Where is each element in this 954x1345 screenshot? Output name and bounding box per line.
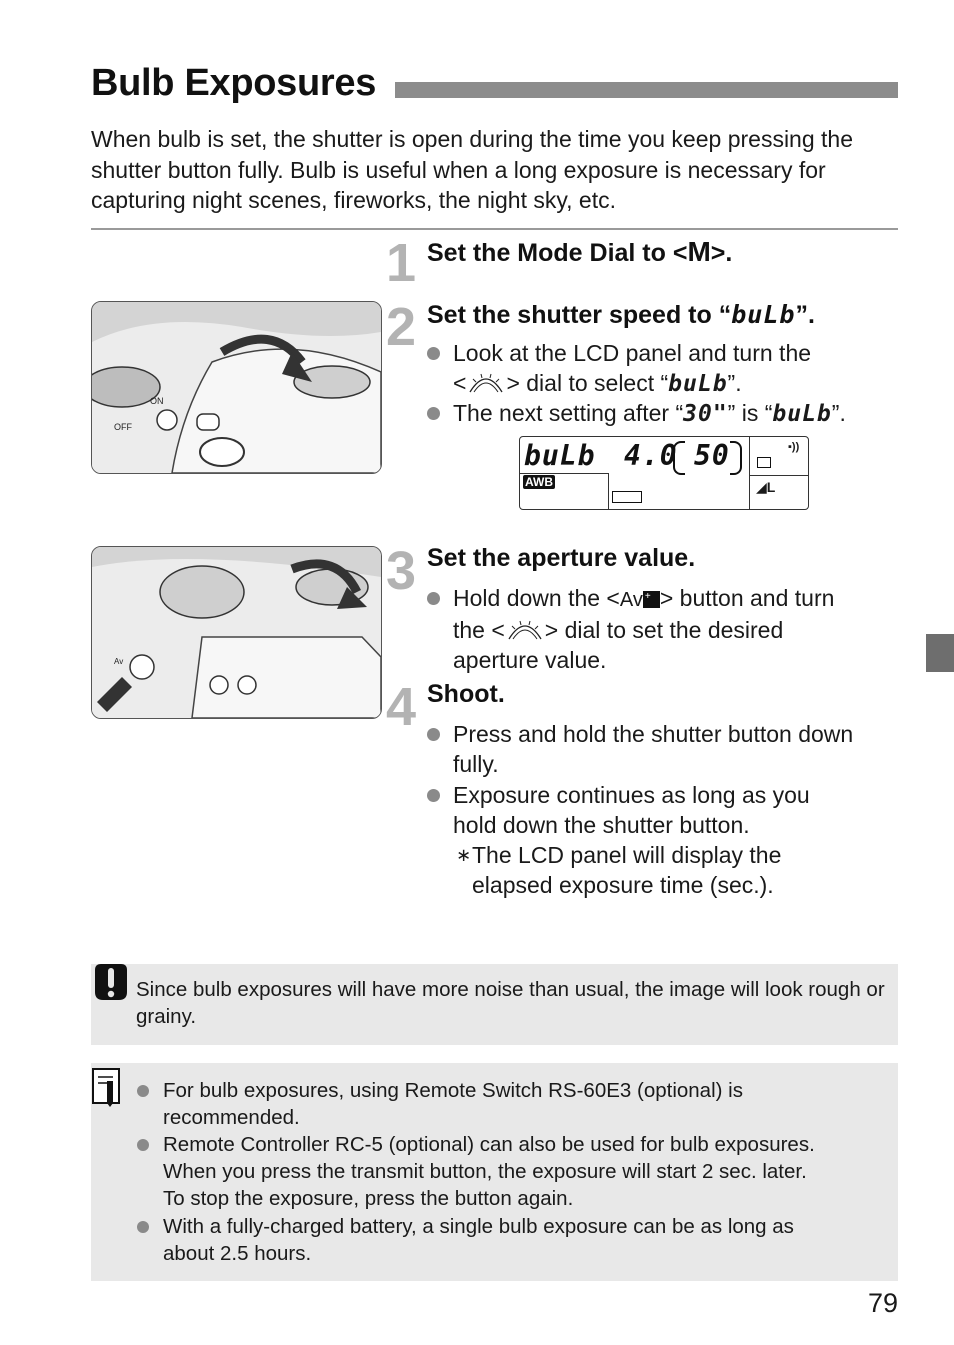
- av-button-icon: Av: [619, 589, 643, 611]
- exposure-compensation-icon: +: [643, 591, 660, 608]
- note-1-line1: For bulb exposures, using Remote Switch RS-60E3 (optional) is: [163, 1079, 743, 1102]
- main-dial-icon: [505, 619, 545, 641]
- mode-m-icon: M: [687, 236, 711, 267]
- title-bar: [395, 82, 898, 98]
- lcd-aperture: 4.0: [624, 439, 678, 472]
- bullet-dot: [137, 1139, 149, 1151]
- step-4-bullet-2-line1: Exposure continues as long as you: [453, 782, 810, 808]
- step-2-number: 2: [386, 297, 415, 357]
- step-3-line3: aperture value.: [453, 647, 607, 673]
- step-2-bullet-2-suffix: ”.: [831, 400, 846, 426]
- note-2-line1: Remote Controller RC-5 (optional) can also be used for bulb exposures.: [163, 1133, 815, 1156]
- step-3-line1-suffix: > button and turn: [659, 585, 835, 611]
- step-2-title: [427, 300, 815, 330]
- title-row: [91, 62, 898, 112]
- bulb-lcd-icon: buLb: [731, 300, 796, 329]
- bullet-dot: [427, 789, 440, 802]
- lcd-shots-remaining: 50: [694, 439, 730, 472]
- bullet-dot: [137, 1085, 149, 1097]
- camera-top-photo: [91, 301, 382, 474]
- bullet-dot: [427, 728, 440, 741]
- step-4-title: Shoot.: [427, 680, 505, 708]
- note-2-line3: To stop the exposure, press the button again.: [163, 1187, 574, 1210]
- note-3-line1: With a fully-charged battery, a single bulb exposure can be as long as: [163, 1215, 794, 1238]
- page-title: Bulb Exposures: [91, 62, 377, 104]
- step-2-bullet-1-open: <: [453, 370, 467, 396]
- lcd-right-divider: [749, 475, 808, 476]
- main-dial-icon: [466, 372, 506, 394]
- lcd-bracket-right: [730, 441, 742, 475]
- camera-back-illustration: [92, 547, 381, 718]
- step-3-title: Set the aperture value.: [427, 544, 696, 572]
- caution-box: [91, 964, 898, 1045]
- step-2-bullet-2-prefix: The next setting after “: [453, 400, 684, 426]
- lcd-shutter: buLb: [524, 439, 596, 472]
- single-shot-icon: [757, 457, 771, 468]
- camera-top-illustration: [92, 302, 381, 473]
- caution-exclamation-icon: [91, 964, 131, 1004]
- step-4-bullet-1-line1: Press and hold the shutter button down: [453, 721, 854, 747]
- step-2-bullet-2-mid: ” is “: [727, 400, 773, 426]
- step-1-number: 1: [386, 233, 415, 293]
- step-2-bullet-1: [427, 338, 897, 399]
- step-3-line2-suffix: > dial to set the desired: [544, 617, 784, 643]
- step-4-number: 4: [386, 677, 415, 737]
- step-2-title-suffix: ”.: [795, 301, 815, 329]
- note-item-2: [137, 1131, 887, 1212]
- caution-text: Since bulb exposures will have more noise than usual, the image will look rough or grainy.: [136, 978, 885, 1028]
- bullet-dot: [427, 407, 440, 420]
- lcd-right-column: [749, 437, 809, 509]
- note-3-line2: about 2.5 hours.: [163, 1242, 312, 1265]
- bullet-dot: [427, 592, 440, 605]
- step-4-bullet-1: [427, 719, 902, 779]
- battery-icon: [612, 491, 642, 503]
- step-4-sub-note-line2: elapsed exposure time (sec.).: [472, 872, 774, 898]
- step-4-sub-note-line1: The LCD panel will display the: [472, 842, 782, 868]
- step-3-number: 3: [386, 541, 415, 601]
- note-2-line2: When you press the transmit button, the exposure will start 2 sec. later.: [163, 1160, 807, 1183]
- step-1-title: [427, 236, 732, 268]
- bulb-lcd-icon: buLb: [772, 401, 832, 427]
- lcd-quality-label: L: [766, 479, 776, 495]
- chapter-side-tab: [926, 634, 954, 672]
- step-2-title-prefix: Set the shutter speed to “: [427, 301, 732, 329]
- step-2-bullet-1-mid: > dial to select “: [506, 370, 669, 396]
- intro-divider: [91, 228, 898, 230]
- lcd-bracket-left: [673, 441, 685, 475]
- step-3-line1-prefix: Hold down the <: [453, 585, 620, 611]
- step-4-bullet-2-line2: hold down the shutter button.: [453, 812, 750, 838]
- bullet-dot: [427, 347, 440, 360]
- step-1-title-prefix: Set the Mode Dial to <: [427, 239, 688, 267]
- asterisk-mark: ∗: [456, 845, 472, 865]
- step-4-bullet-2: [427, 780, 897, 840]
- step-4-sub-note: [456, 840, 896, 900]
- bulb-lcd-icon: buLb: [668, 371, 728, 397]
- step-4-bullet-1-line2: fully.: [453, 751, 499, 777]
- step-1-title-suffix: >.: [710, 239, 733, 267]
- off-label: OFF: [114, 422, 132, 432]
- step-3-bullet-1: [427, 583, 897, 675]
- lcd-wb: AWB: [525, 475, 553, 489]
- step-2-bullet-2: [427, 398, 897, 429]
- on-label: ON: [150, 396, 164, 406]
- step-2-bullet-1-suffix: ”.: [727, 370, 742, 396]
- av-label: Av: [114, 657, 124, 666]
- memo-pencil-icon: [91, 1067, 123, 1107]
- note-item-1: [137, 1077, 887, 1131]
- bullet-dot: [137, 1221, 149, 1233]
- beep-icon: ▪)): [788, 441, 800, 453]
- step-2-bullet-1-line1: Look at the LCD panel and turn the: [453, 340, 812, 366]
- lcd-quality: ◢L: [756, 479, 776, 495]
- intro-paragraph: When bulb is set, the shutter is open during the time you keep pressing the shutter button fully. Bulb is useful when a long exposure is necessary for capturing night scenes, fireworks, the night sky, etc.: [91, 126, 853, 213]
- camera-back-photo: [91, 546, 382, 719]
- step-3-line2-prefix: the <: [453, 617, 505, 643]
- note-item-3: [137, 1213, 887, 1267]
- page-number: 79: [867, 1288, 898, 1318]
- note-1-line2: recommended.: [163, 1106, 300, 1129]
- lcd-panel: [519, 436, 809, 510]
- thirty-sec-lcd-icon: 30": [683, 401, 728, 427]
- note-box: [91, 1063, 898, 1281]
